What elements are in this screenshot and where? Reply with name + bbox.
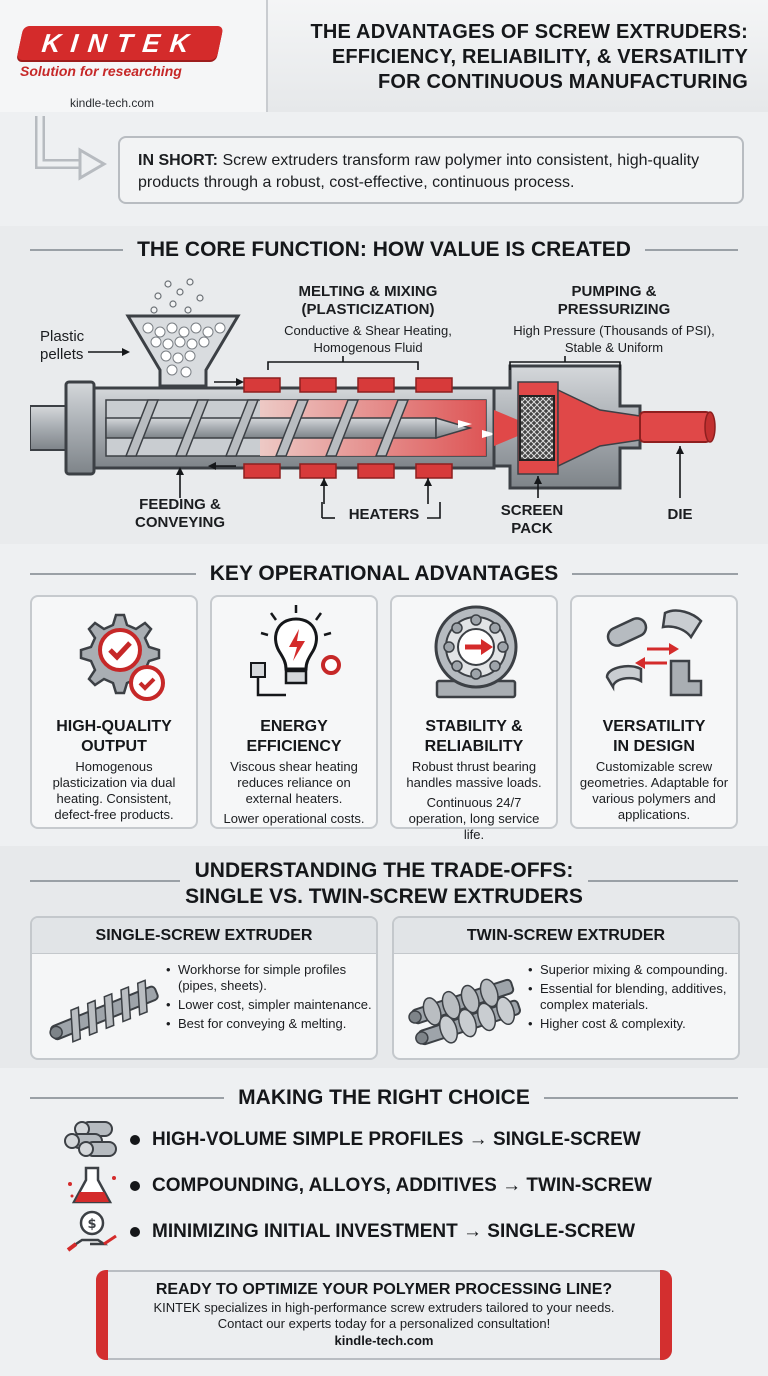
advantage-desc: Continuous 24/7 operation, long service life. bbox=[408, 795, 540, 842]
title-line: EFFICIENCY, RELIABILITY, & VERSATILITY bbox=[331, 46, 748, 68]
feeding-conveying-label bbox=[120, 496, 240, 532]
pellets-label-line: Plastic bbox=[40, 328, 85, 345]
list-item: • Best for conveying & melting. bbox=[164, 1016, 374, 1032]
advantage-desc: Customizable screw geometries. Adaptable for various polymers and applications. bbox=[579, 759, 729, 822]
advantage-title-line: ENERGY bbox=[260, 718, 328, 735]
advantage-title bbox=[212, 717, 376, 757]
pumping-desc: Stable & Uniform bbox=[564, 340, 664, 355]
screen-pack-label bbox=[492, 502, 572, 538]
core-function-heading bbox=[30, 236, 738, 264]
gear-check-icon bbox=[61, 603, 171, 703]
advantage-title bbox=[392, 717, 556, 757]
in-short-summary bbox=[118, 136, 744, 204]
advantage-text bbox=[578, 759, 730, 827]
list-item: • Workhorse for simple profiles (pipes, sheets). bbox=[164, 962, 374, 994]
list-item: • Superior mixing & compounding. bbox=[526, 962, 736, 978]
advantage-text bbox=[398, 759, 550, 847]
advantage-card-energy bbox=[210, 595, 378, 829]
melting-desc: Homogenous Fluid bbox=[313, 340, 423, 355]
advantage-desc: Viscous shear heating reduces reliance on external heaters. bbox=[230, 759, 358, 806]
advantage-title-line: STABILITY & bbox=[425, 718, 523, 735]
in-short-text: Screw extruders transform raw polymer into consistent, high-quality products through a robust, cost-effective, continuous process. bbox=[138, 152, 700, 191]
call-to-action[interactable] bbox=[96, 1270, 672, 1360]
choice-row bbox=[64, 1164, 724, 1208]
pumping-pressurizing-label bbox=[496, 283, 732, 356]
advantage-title bbox=[32, 717, 196, 757]
choice-text: HIGH-VOLUME SIMPLE PROFILES → SINGLE-SCREW bbox=[152, 1129, 641, 1150]
advantage-card-stability bbox=[390, 595, 558, 842]
cta-body bbox=[98, 1300, 670, 1332]
advantage-card-quality bbox=[30, 595, 198, 829]
svg-text:$: $ bbox=[87, 1217, 97, 1232]
bullet bbox=[130, 1135, 140, 1145]
single-screw-list bbox=[164, 962, 374, 1035]
list-item: • Essential for blending, additives, complex materials. bbox=[526, 981, 736, 1013]
single-screw-title: SINGLE-SCREW EXTRUDER bbox=[32, 918, 376, 954]
screen-pack bbox=[520, 396, 554, 460]
brand-logo[interactable] bbox=[16, 26, 223, 60]
melting-title: (PLASTICIZATION) bbox=[301, 301, 435, 318]
title-line: THE ADVANTAGES OF SCREW EXTRUDERS: bbox=[310, 21, 748, 43]
divider bbox=[30, 880, 180, 882]
advantages-heading bbox=[30, 560, 738, 588]
twin-screw-list bbox=[526, 962, 736, 1035]
cta-link[interactable]: kindle-tech.com bbox=[334, 1333, 434, 1348]
cta-body-line: KINTEK specializes in high-performance screw extruders tailored to your needs. bbox=[153, 1300, 615, 1315]
divider bbox=[588, 880, 738, 882]
advantage-title bbox=[572, 717, 736, 757]
choice-text: MINIMIZING INITIAL INVESTMENT → SINGLE-SCREW bbox=[152, 1221, 636, 1242]
extrudate bbox=[640, 412, 710, 442]
advantage-desc: Homogenous plasticization via dual heating. Consistent, defect-free products. bbox=[52, 759, 176, 822]
cta-title: READY TO OPTIMIZE YOUR POLYMER PROCESSING LINE? bbox=[155, 1281, 613, 1298]
feeding-label-line: CONVEYING bbox=[134, 514, 225, 531]
advantage-title-line: EFFICIENCY bbox=[246, 738, 342, 755]
cta-body-line: Contact our experts today for a personalized consultation! bbox=[217, 1316, 551, 1331]
site-url[interactable]: kindle-tech.com bbox=[70, 96, 155, 110]
list-item: • Higher cost & complexity. bbox=[526, 1016, 736, 1032]
bullet bbox=[130, 1227, 140, 1237]
advantage-desc: Lower operational costs. bbox=[223, 811, 365, 826]
brand-name: KINTEK bbox=[40, 27, 201, 58]
pellets-label-line: pellets bbox=[40, 346, 84, 363]
choice-row bbox=[64, 1210, 724, 1254]
single-screw-icon bbox=[44, 972, 164, 1050]
profiles-icon bbox=[601, 603, 711, 703]
advantage-card-versatility bbox=[570, 595, 738, 829]
screen-label-line: PACK bbox=[511, 520, 553, 537]
advantage-text bbox=[38, 759, 190, 827]
in-short-label: IN SHORT: bbox=[138, 152, 218, 169]
twin-screw-title: TWIN-SCREW EXTRUDER bbox=[394, 918, 738, 954]
feeding-label-line: FEEDING & bbox=[139, 496, 221, 513]
pellets-label bbox=[40, 328, 120, 364]
advantage-title-line: RELIABILITY bbox=[424, 738, 524, 755]
pumping-desc: High Pressure (Thousands of PSI), bbox=[513, 323, 715, 338]
melting-desc: Conductive & Shear Heating, bbox=[284, 323, 452, 338]
coin-hand-icon bbox=[64, 1210, 120, 1254]
advantage-text bbox=[218, 759, 370, 831]
advantage-title-line: HIGH-QUALITY bbox=[56, 718, 172, 735]
section-title: KEY OPERATIONAL ADVANTAGES bbox=[209, 562, 559, 585]
bullet bbox=[130, 1181, 140, 1191]
advantage-title-line: OUTPUT bbox=[81, 738, 147, 755]
screen-label-line: SCREEN bbox=[500, 502, 564, 519]
choice-text: COMPOUNDING, ALLOYS, ADDITIVES → TWIN-SCREW bbox=[152, 1175, 652, 1196]
page-title bbox=[280, 20, 748, 95]
bent-arrow-icon bbox=[30, 112, 110, 192]
tradeoffs-heading-line: UNDERSTANDING THE TRADE-OFFS: bbox=[194, 859, 574, 882]
die-label: DIE bbox=[667, 506, 693, 523]
section-title: MAKING THE RIGHT CHOICE bbox=[238, 1086, 530, 1109]
list-item: • Lower cost, simpler maintenance. bbox=[164, 997, 374, 1013]
pellets bbox=[151, 279, 203, 313]
heaters-label: HEATERS bbox=[348, 506, 420, 523]
lightbulb-plug-icon bbox=[241, 603, 351, 703]
bearing-icon bbox=[421, 603, 531, 703]
choice-heading bbox=[30, 1084, 738, 1112]
tradeoffs-heading bbox=[0, 858, 768, 910]
advantage-title-line: IN DESIGN bbox=[613, 738, 695, 755]
section-title: THE CORE FUNCTION: HOW VALUE IS CREATED bbox=[137, 238, 631, 261]
brand-tagline: Solution for researching bbox=[20, 63, 182, 79]
pipes-icon bbox=[64, 1118, 120, 1162]
single-screw-card bbox=[30, 916, 378, 1060]
twin-screw-card bbox=[392, 916, 740, 1060]
tradeoffs-heading-line: SINGLE VS. TWIN-SCREW EXTRUDERS bbox=[185, 885, 583, 908]
advantage-desc: Robust thrust bearing handles massive loads. bbox=[406, 759, 542, 790]
flask-icon bbox=[64, 1164, 120, 1208]
choice-row bbox=[64, 1118, 724, 1162]
twin-screw-icon bbox=[406, 972, 526, 1050]
melting-title: MELTING & MIXING bbox=[298, 283, 438, 300]
pumping-title: PRESSURIZING bbox=[557, 301, 671, 318]
pumping-title: PUMPING & bbox=[571, 283, 657, 300]
title-line: FOR CONTINUOUS MANUFACTURING bbox=[377, 71, 748, 93]
advantage-title-line: VERSATILITY bbox=[602, 718, 706, 735]
melting-mixing-label bbox=[268, 283, 468, 356]
